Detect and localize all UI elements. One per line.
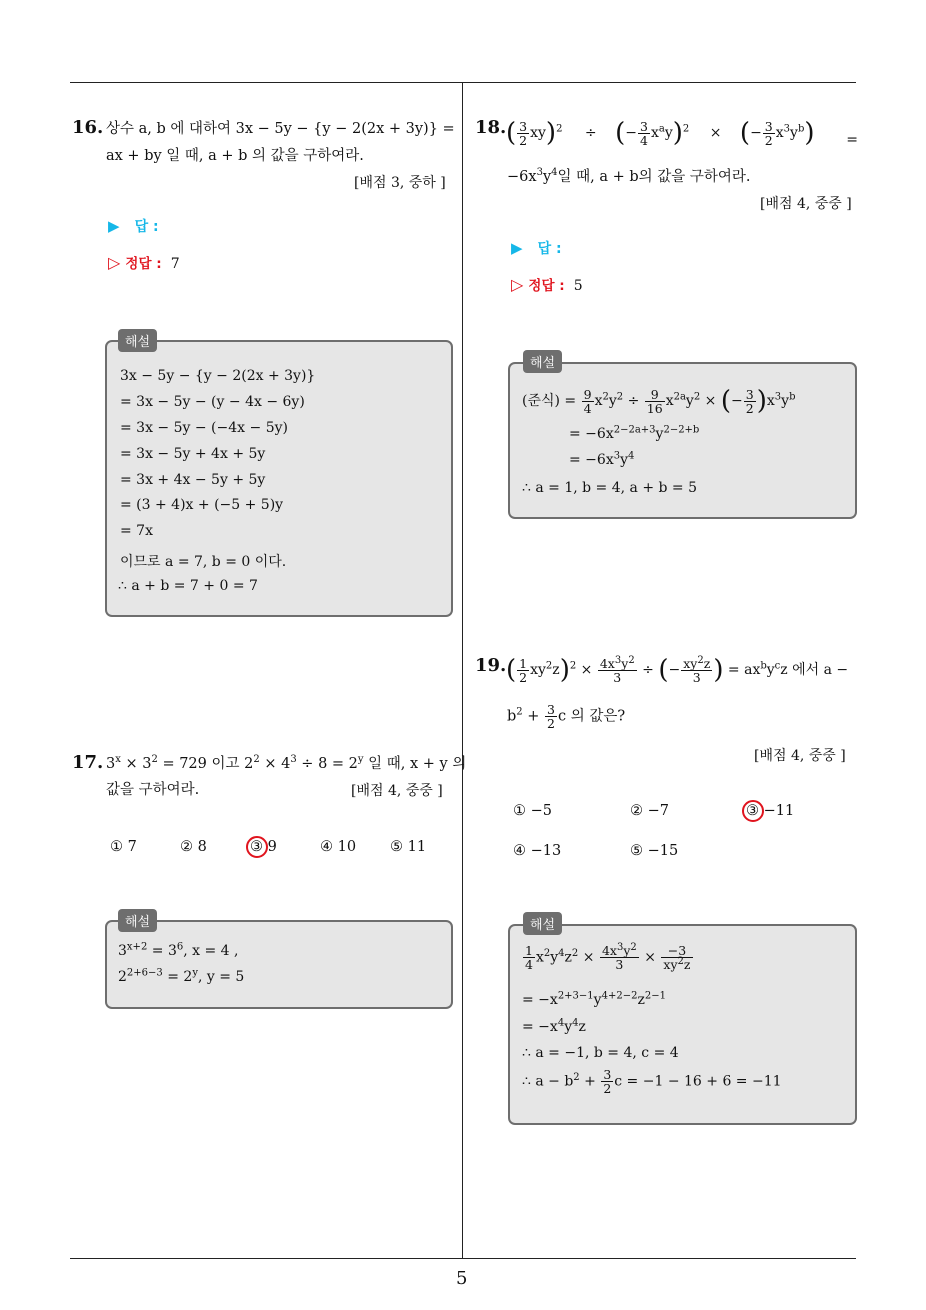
q18-correct-row xyxy=(511,274,583,294)
q18-answer-label: 답 : xyxy=(537,241,562,257)
q16-correct-value: 7 xyxy=(170,256,180,272)
q19-choice-2[interactable]: ② −7 xyxy=(630,803,669,819)
q17-choice-5[interactable]: ⑤ 11 xyxy=(390,839,427,855)
q16-sol-line: 3x − 5y − {y − 2(2x + 3y)} xyxy=(120,368,316,384)
q18-line2-text: 일 때, a + b의 값을 구하여라. xyxy=(557,169,751,185)
q16-sol-line: 이므로 a = 7, b = 0 이다. xyxy=(120,554,287,570)
play-icon: ▶ xyxy=(108,217,120,235)
q19-number: 19. xyxy=(475,655,507,676)
q16-answer-label: 답 : xyxy=(134,219,159,235)
q17-line2: 값을 구하여라. xyxy=(106,782,200,798)
q18-sol-line: ∴ a = 1, b = 4, a + b = 5 xyxy=(522,480,698,496)
q16-answer-row xyxy=(108,216,159,236)
q16-solution-tag: 해설 xyxy=(118,329,157,352)
q19-score: [배점 4, 중중 ] xyxy=(754,748,846,764)
q16-sol-line: = 3x − 5y − (−4x − 5y) xyxy=(120,420,288,436)
q16-line1: 상수 a, b 에 대하여 3x − 5y − {y − 2(2x + 3y)} = xyxy=(106,121,455,137)
q18-expression: ( $\frac{3}{2}$ xy)$^2$ ÷ (− $\frac{3}{4}$ $x^ay)^2$ × (− $\frac{3}{2}$ $x^3y^b$) = xyxy=(506,118,858,148)
q19-sol-line: ∴ a = −1, b = 4, c = 4 xyxy=(522,1045,679,1061)
q19-sol-line: $\frac{1}{4}$ $x^2y^4z^2$ × $\frac{4x^3y^2}{3}$ × $\frac{-3}{xy^2z}$ xyxy=(525,941,691,972)
q19-choice-4[interactable]: ④ −13 xyxy=(513,843,562,859)
q18-correct-label: 정답 : xyxy=(528,278,565,294)
q19-solution-tag: 해설 xyxy=(523,912,562,935)
q16-score: [배점 3, 중하 ] xyxy=(354,175,446,191)
q16-line2: ax + by 일 때, a + b 의 값을 구하여라. xyxy=(106,148,364,164)
q18-correct-value: 5 xyxy=(573,278,583,294)
q17-score: [배점 4, 중중 ] xyxy=(351,783,443,799)
q16-correct-row xyxy=(108,252,180,272)
q18-solution-tag: 해설 xyxy=(523,350,562,373)
q19-choice-1[interactable]: ① −5 xyxy=(513,803,552,819)
play-outline-icon: ▷ xyxy=(108,253,121,272)
q17-choice-2[interactable]: ② 8 xyxy=(180,839,207,855)
q16-sol-line: = 3x − 5y + 4x + 5y xyxy=(120,446,266,462)
q16-correct-label: 정답 : xyxy=(125,256,162,272)
q18-score: [배점 4, 중중 ] xyxy=(760,196,852,212)
q18-answer-row xyxy=(511,238,562,258)
q16-sol-line: = 3x − 5y − (y − 4x − 6y) xyxy=(120,394,305,410)
q17-choice-3[interactable]: ③ 9 xyxy=(250,839,277,855)
play-outline-icon: ▷ xyxy=(511,275,524,294)
q19-line2: $b^2$ + $\frac{3}{2}$ c 의 값은? xyxy=(507,702,626,731)
q19-sol-line: = $-x^{2+3-1}y^{4+2-2}z^{2-1}$ xyxy=(522,990,666,1008)
q16-number: 16. xyxy=(72,117,104,138)
q16-sol-line: = 7x xyxy=(120,523,153,539)
q19-expression: ( $\frac{1}{2}$ $xy^2z)^2$ × $\frac{4x^3y^2}{3}$ ÷ (− $\frac{xy^2z}{3}$ ) = $ax^by^cz$ 에서 a − xyxy=(506,654,849,685)
q19-sol-line: = $-x^4y^4z$ xyxy=(522,1017,586,1035)
page-number: 5 xyxy=(456,1268,468,1289)
q17-choice-1[interactable]: ① 7 xyxy=(110,839,137,855)
q17-line1: $3^x \times 3^2 = 729$ 이고 $2^2 \times 4^3 \div 8 = 2^y$ 일 때, x + y 의 xyxy=(106,754,467,772)
q17-solution-box xyxy=(105,920,453,1009)
play-icon: ▶ xyxy=(511,239,523,257)
q17-number: 17. xyxy=(72,752,104,773)
q17-solution-tag: 해설 xyxy=(118,909,157,932)
q17-sol-line: $2^{2+6-3} = 2^y$, y = 5 xyxy=(118,967,245,985)
q16-sol-line: = (3 + 4)x + (−5 + 5)y xyxy=(120,497,284,513)
q18-sol-line: = $-6x^3y^4$ xyxy=(569,450,635,468)
q19-sol-line: ∴ $a - b^2$ + $\frac{3}{2}$ c = −1 − 16 + 6 = −11 xyxy=(522,1067,782,1096)
q18-line2: $-6x^3y^4$일 때, a + b의 값을 구하여라. xyxy=(507,167,751,185)
q18-sol-line: (준식) = $\frac{9}{4}$ $x^2y^2$ ÷ $\frac{9}{16}$ $x^{2a}y^2$ × (− $\frac{3}{2}$ )$x^3y^b$ xyxy=(522,386,796,416)
selected-answer-circle-icon xyxy=(246,836,268,858)
bottom-rule xyxy=(70,1258,856,1259)
q16-sol-line: ∴ a + b = 7 + 0 = 7 xyxy=(118,578,258,594)
column-divider xyxy=(462,83,463,1258)
q19-choice-5[interactable]: ⑤ −15 xyxy=(630,843,679,859)
selected-answer-circle-icon xyxy=(742,800,764,822)
q18-sol-line: = $-6x^{2-2a+3}y^{2-2+b}$ xyxy=(569,424,700,442)
q19-choice-3[interactable]: ③ −11 xyxy=(746,803,795,819)
q16-sol-line: = 3x + 4x − 5y + 5y xyxy=(120,472,266,488)
q18-number: 18. xyxy=(475,117,507,138)
top-rule xyxy=(70,82,856,83)
q17-sol-line: $3^{x+2} = 3^6$, x = 4 , xyxy=(118,941,239,959)
q17-choice-4[interactable]: ④ 10 xyxy=(320,839,357,855)
